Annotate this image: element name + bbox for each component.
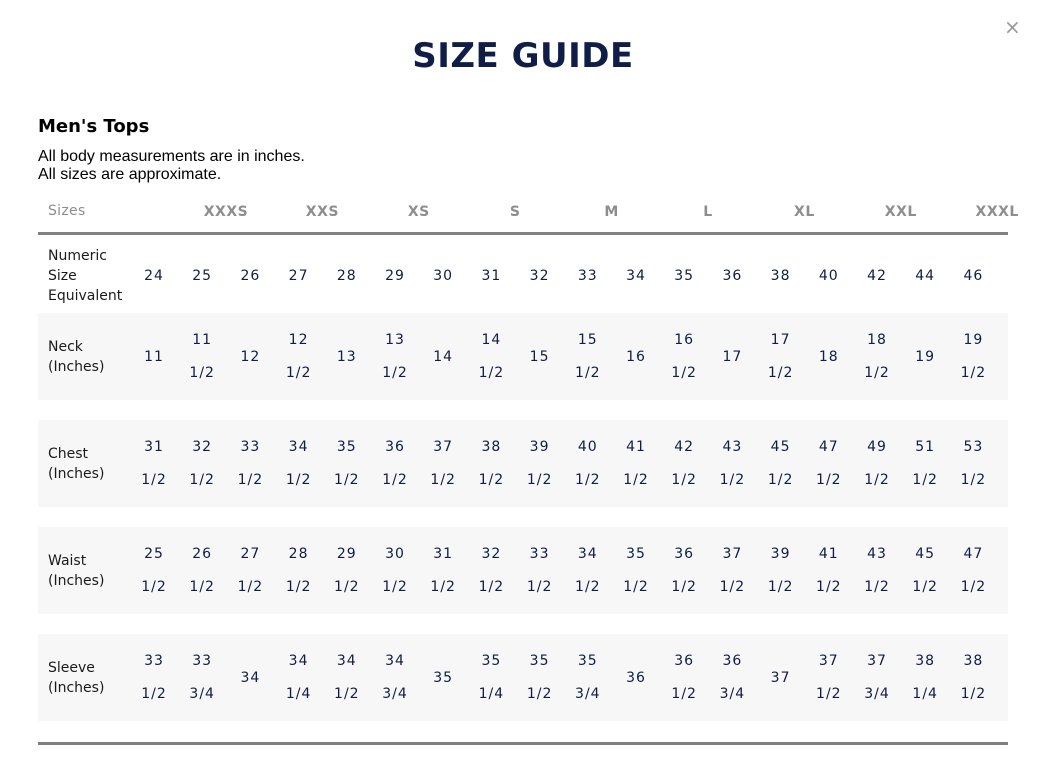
- row-label: [48, 658, 104, 698]
- table-cell: [516, 437, 564, 490]
- cell-value: 1/2: [960, 686, 987, 702]
- cell-value: 32: [192, 439, 213, 455]
- row-label: [48, 337, 104, 377]
- size-header-xl: XL: [794, 204, 815, 220]
- cell-value: 1/2: [767, 472, 794, 488]
- cell-value: 1/2: [189, 472, 215, 488]
- cell-value: 1/2: [430, 579, 456, 595]
- table-cell: [323, 347, 371, 367]
- table-cell: [371, 544, 419, 597]
- row-label-line: Sleeve: [48, 659, 95, 676]
- table-cell: [612, 668, 660, 688]
- size-header-xxxl: XXXL: [975, 204, 1019, 220]
- approximate-note: All sizes are approximate.: [38, 166, 222, 183]
- cell-value: 16: [674, 332, 695, 348]
- cell-value: 44: [915, 267, 936, 284]
- row-label-line: (Inches): [48, 358, 105, 375]
- cell-value: 28: [336, 267, 357, 284]
- table-cell: [516, 266, 564, 286]
- size-header-m: M: [604, 204, 619, 220]
- table-cell: [805, 347, 853, 367]
- cell-value: 1/2: [671, 686, 697, 702]
- cell-value: 1/2: [526, 686, 553, 702]
- table-cell: [564, 651, 612, 704]
- cell-value: 1/2: [141, 686, 167, 702]
- table-cell: [467, 330, 515, 383]
- cell-value: 35: [674, 267, 695, 284]
- table-cell: [612, 347, 660, 367]
- table-cell: [853, 651, 901, 704]
- cell-value: 39: [770, 546, 791, 562]
- table-cell: [901, 266, 949, 286]
- table-cell: [226, 347, 274, 367]
- cell-value: 37: [818, 653, 839, 669]
- table-cell: [660, 544, 708, 597]
- cell-value: 1/2: [478, 579, 505, 595]
- table-cell: [467, 266, 515, 286]
- cell-value: 38: [963, 653, 984, 669]
- cell-value: 1/2: [237, 579, 264, 595]
- cell-value: 1/2: [912, 579, 938, 595]
- table-row: [38, 420, 1008, 507]
- cell-value: 11: [192, 332, 213, 348]
- cell-value: 1/2: [719, 579, 746, 595]
- row-label-line: (Inches): [48, 679, 105, 696]
- cell-value: 17: [770, 332, 791, 348]
- cell-value: 45: [770, 439, 791, 455]
- cell-value: 16: [626, 348, 646, 365]
- table-cell: [130, 544, 178, 597]
- cell-value: 51: [915, 439, 936, 455]
- table-cell: [371, 266, 419, 286]
- cell-value: 13: [336, 348, 357, 365]
- cell-value: 35: [577, 653, 598, 669]
- cell-value: 3/4: [189, 686, 215, 702]
- cell-value: 38: [915, 653, 936, 669]
- cell-value: 1/2: [575, 472, 601, 488]
- cell-value: 34: [385, 653, 405, 669]
- cell-value: 19: [915, 348, 936, 365]
- cell-value: 39: [529, 439, 550, 455]
- size-header-xs: XS: [407, 204, 430, 220]
- cell-value: 15: [529, 348, 550, 365]
- cell-value: 47: [818, 439, 839, 455]
- cell-value: 11: [144, 348, 164, 365]
- table-cell: [178, 437, 226, 490]
- table-cell: [564, 266, 612, 286]
- table-cell: [949, 651, 997, 704]
- table-cell: [901, 437, 949, 490]
- table-row: [38, 634, 1008, 721]
- table-cell: [708, 544, 756, 597]
- table-cell: [757, 544, 805, 597]
- table-cell: [853, 330, 901, 383]
- cell-value: 1/2: [960, 472, 987, 488]
- cell-value: 1/2: [864, 365, 890, 381]
- table-cell: [130, 266, 178, 286]
- table-cell: [805, 266, 853, 286]
- cell-value: 34: [626, 267, 646, 284]
- table-cell: [660, 651, 708, 704]
- cell-value: 36: [722, 267, 743, 284]
- table-cell: [708, 437, 756, 490]
- table-cell: [853, 266, 901, 286]
- cell-value: 34: [336, 653, 357, 669]
- cell-value: 24: [144, 267, 164, 284]
- size-header-xxxs: XXXS: [203, 204, 249, 220]
- cell-value: 31: [481, 267, 502, 284]
- cell-value: 29: [336, 546, 357, 562]
- table-cell: [853, 544, 901, 597]
- cell-value: 1/2: [334, 686, 360, 702]
- cell-value: 1/2: [334, 579, 360, 595]
- cell-value: 1/2: [526, 472, 553, 488]
- measurement-note: All body measurements are in inches.: [38, 148, 305, 165]
- cell-value: 33: [192, 653, 213, 669]
- cell-value: 36: [385, 439, 405, 455]
- cell-value: 15: [577, 332, 598, 348]
- row-label-line: Size: [48, 267, 77, 284]
- cell-value: 43: [722, 439, 743, 455]
- cell-value: 29: [385, 267, 405, 284]
- table-cell: [226, 437, 274, 490]
- cell-value: 34: [288, 653, 309, 669]
- close-icon[interactable]: ×: [1004, 15, 1021, 39]
- cell-value: 47: [963, 546, 984, 562]
- cell-value: 1/4: [478, 686, 505, 702]
- table-cell: [949, 544, 997, 597]
- cell-value: 37: [722, 546, 743, 562]
- table-cell: [757, 330, 805, 383]
- table-cell: [564, 437, 612, 490]
- row-label-line: (Inches): [48, 572, 105, 589]
- table-cell: [805, 544, 853, 597]
- table-cell: [516, 651, 564, 704]
- table-cell: [371, 437, 419, 490]
- cell-value: 14: [433, 348, 454, 365]
- table-cell: [419, 668, 467, 688]
- size-header-xxs: XXS: [305, 204, 339, 220]
- cell-value: 17: [722, 348, 743, 365]
- cell-value: 1/2: [960, 579, 987, 595]
- cell-value: 36: [722, 653, 743, 669]
- cell-value: 28: [288, 546, 309, 562]
- cell-value: 1/2: [816, 686, 842, 702]
- size-header-l: L: [703, 204, 713, 220]
- table-cell: [901, 347, 949, 367]
- cell-value: 33: [240, 439, 261, 455]
- row-label-line: Chest: [48, 445, 89, 462]
- row-label-line: Equivalent: [48, 287, 123, 304]
- table-cell: [226, 668, 274, 688]
- cell-value: 38: [481, 439, 502, 455]
- table-cell: [901, 651, 949, 704]
- cell-value: 35: [433, 669, 454, 686]
- size-header-s: S: [509, 204, 521, 220]
- table-cell: [660, 266, 708, 286]
- table-cell: [901, 544, 949, 597]
- row-label-line: (Inches): [48, 465, 105, 482]
- cell-value: 3/4: [864, 686, 890, 702]
- cell-value: 1/2: [430, 472, 456, 488]
- cell-value: 1/2: [623, 472, 649, 488]
- cell-value: 13: [385, 332, 405, 348]
- sizes-header-label: Sizes: [48, 203, 86, 219]
- table-cell: [130, 651, 178, 704]
- cell-value: 32: [529, 267, 550, 284]
- cell-value: 38: [770, 267, 791, 284]
- cell-value: 35: [481, 653, 502, 669]
- cell-value: 1/2: [575, 365, 601, 381]
- cell-value: 1/2: [237, 472, 264, 488]
- table-cell: [178, 544, 226, 597]
- table-cell: [371, 330, 419, 383]
- cell-value: 35: [626, 546, 646, 562]
- cell-value: 26: [240, 267, 261, 284]
- cell-value: 12: [240, 348, 261, 365]
- row-label: [48, 551, 104, 591]
- cell-value: 12: [288, 332, 309, 348]
- table-cell: [323, 437, 371, 490]
- size-table: [38, 194, 1019, 746]
- table-row: [38, 527, 1008, 614]
- table-cell: [226, 266, 274, 286]
- cell-value: 42: [674, 439, 695, 455]
- row-label-line: Waist: [48, 552, 87, 569]
- cell-value: 30: [385, 546, 405, 562]
- cell-value: 1/2: [912, 472, 938, 488]
- table-row: [38, 238, 1008, 313]
- cell-value: 31: [433, 546, 454, 562]
- table-cell: [275, 330, 323, 383]
- table-cell: [805, 651, 853, 704]
- cell-value: 31: [144, 439, 164, 455]
- table-cell: [275, 266, 323, 286]
- size-header-xxl: XXL: [884, 204, 917, 220]
- cell-value: 1/2: [671, 365, 697, 381]
- cell-value: 14: [481, 332, 502, 348]
- table-cell: [949, 266, 997, 286]
- table-cell: [371, 651, 419, 704]
- row-label: [48, 246, 122, 306]
- cell-value: 41: [626, 439, 646, 455]
- cell-value: 1/2: [623, 579, 649, 595]
- cell-value: 1/2: [960, 365, 987, 381]
- cell-value: 1/2: [767, 579, 794, 595]
- cell-value: 1/2: [141, 579, 167, 595]
- row-label: [48, 444, 104, 484]
- cell-value: 37: [433, 439, 454, 455]
- table-cell: [419, 266, 467, 286]
- cell-value: 37: [770, 669, 791, 686]
- table-cell: [708, 651, 756, 704]
- cell-value: 40: [818, 267, 839, 284]
- table-cell: [708, 266, 756, 286]
- cell-value: 1/2: [575, 579, 601, 595]
- cell-value: 26: [192, 546, 213, 562]
- table-cell: [178, 266, 226, 286]
- cell-value: 1/2: [864, 472, 890, 488]
- cell-value: 3/4: [382, 686, 408, 702]
- table-cell: [178, 651, 226, 704]
- cell-value: 1/2: [671, 579, 697, 595]
- table-bottom-divider: [38, 742, 1008, 745]
- table-row: [38, 313, 1008, 400]
- table-cell: [323, 544, 371, 597]
- table-cell: [275, 544, 323, 597]
- cell-value: 45: [915, 546, 936, 562]
- cell-value: 1/2: [189, 579, 215, 595]
- row-label-line: Numeric: [48, 247, 107, 264]
- cell-value: 3/4: [719, 686, 746, 702]
- cell-value: 1/2: [526, 579, 553, 595]
- table-cell: [516, 544, 564, 597]
- cell-value: 3/4: [575, 686, 601, 702]
- table-cell: [805, 437, 853, 490]
- cell-value: 1/4: [912, 686, 938, 702]
- table-cell: [949, 437, 997, 490]
- cell-value: 35: [529, 653, 550, 669]
- table-cell: [612, 544, 660, 597]
- table-cell: [708, 347, 756, 367]
- cell-value: 1/2: [285, 365, 312, 381]
- table-cell: [516, 347, 564, 367]
- cell-value: 1/2: [382, 579, 408, 595]
- cell-value: 1/2: [285, 472, 312, 488]
- table-cell: [130, 347, 178, 367]
- table-cell: [323, 651, 371, 704]
- cell-value: 36: [674, 653, 695, 669]
- cell-value: 1/4: [285, 686, 312, 702]
- cell-value: 1/2: [382, 472, 408, 488]
- cell-value: 33: [144, 653, 164, 669]
- table-cell: [757, 437, 805, 490]
- table-cell: [467, 651, 515, 704]
- size-header-row: [38, 194, 1019, 232]
- cell-value: 37: [867, 653, 887, 669]
- cell-value: 1/2: [816, 579, 842, 595]
- table-cell: [612, 437, 660, 490]
- table-cell: [853, 437, 901, 490]
- table-cell: [178, 330, 226, 383]
- table-cell: [130, 437, 178, 490]
- table-cell: [467, 544, 515, 597]
- table-cell: [467, 437, 515, 490]
- table-cell: [660, 330, 708, 383]
- cell-value: 43: [867, 546, 887, 562]
- cell-value: 49: [867, 439, 887, 455]
- cell-value: 53: [963, 439, 984, 455]
- cell-value: 33: [577, 267, 598, 284]
- cell-value: 25: [192, 267, 213, 284]
- table-cell: [419, 347, 467, 367]
- cell-value: 42: [867, 267, 887, 284]
- cell-value: 34: [240, 669, 261, 686]
- cell-value: 1/2: [864, 579, 890, 595]
- cell-value: 30: [433, 267, 454, 284]
- row-label-line: Neck: [48, 338, 83, 355]
- cell-value: 35: [336, 439, 357, 455]
- cell-value: 33: [529, 546, 550, 562]
- header-divider: [38, 232, 1008, 235]
- cell-value: 27: [240, 546, 261, 562]
- table-cell: [275, 651, 323, 704]
- table-cell: [323, 266, 371, 286]
- cell-value: 18: [867, 332, 887, 348]
- cell-value: 41: [818, 546, 839, 562]
- cell-value: 36: [674, 546, 695, 562]
- cell-value: 1/2: [478, 472, 505, 488]
- cell-value: 36: [626, 669, 646, 686]
- table-cell: [564, 544, 612, 597]
- cell-value: 32: [481, 546, 502, 562]
- table-cell: [419, 437, 467, 490]
- table-cell: [757, 266, 805, 286]
- table-cell: [612, 266, 660, 286]
- cell-value: 1/2: [719, 472, 746, 488]
- cell-value: 1/2: [285, 579, 312, 595]
- cell-value: 25: [144, 546, 164, 562]
- cell-value: 46: [963, 267, 984, 284]
- table-cell: [275, 437, 323, 490]
- cell-value: 34: [577, 546, 598, 562]
- cell-value: 1/2: [382, 365, 408, 381]
- section-title: Men's Tops: [38, 116, 150, 137]
- cell-value: 1/2: [767, 365, 794, 381]
- cell-value: 34: [288, 439, 309, 455]
- cell-value: 40: [577, 439, 598, 455]
- cell-value: 1/2: [189, 365, 215, 381]
- table-cell: [226, 544, 274, 597]
- table-cell: [564, 330, 612, 383]
- table-cell: [419, 544, 467, 597]
- cell-value: 27: [288, 267, 309, 284]
- table-cell: [757, 668, 805, 688]
- cell-value: 1/2: [816, 472, 842, 488]
- cell-value: 19: [963, 332, 984, 348]
- table-cell: [660, 437, 708, 490]
- cell-value: 1/2: [141, 472, 167, 488]
- page-title: SIZE GUIDE: [412, 36, 634, 76]
- cell-value: 1/2: [671, 472, 697, 488]
- cell-value: 18: [818, 348, 839, 365]
- table-cell: [949, 330, 997, 383]
- cell-value: 1/2: [478, 365, 505, 381]
- cell-value: 1/2: [334, 472, 360, 488]
